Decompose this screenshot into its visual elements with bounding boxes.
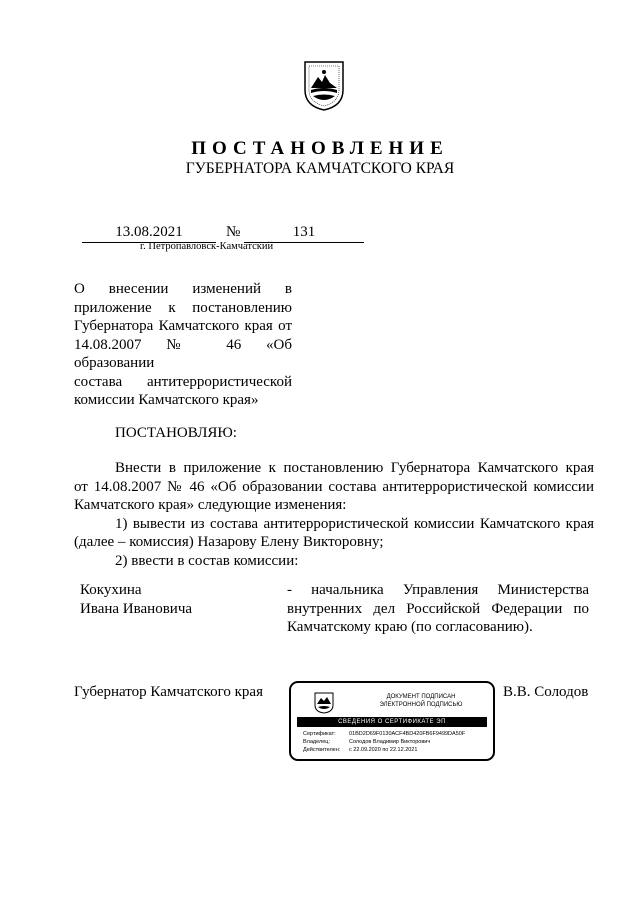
stamp-valid-label: Действителен: — [303, 747, 341, 753]
heading-line: Губернатора Камчатского края от — [74, 318, 292, 334]
stamp-cert-value: 01BD2D69F0130ACF4BD420FB6F9499DA50F — [349, 731, 466, 737]
position-line: - начальника Управления Министерства — [287, 582, 589, 598]
document-subtitle: ГУБЕРНАТОРА КАМЧАТСКОГО КРАЯ — [185, 160, 455, 177]
number-sign: № — [226, 224, 241, 240]
stamp-cert-label: Сертификат: — [303, 731, 336, 737]
position-line: Камчатскому краю (по согласованию). — [287, 619, 533, 635]
signatory-name: В.В. Солодов — [503, 684, 589, 700]
document-number: 131 — [244, 224, 364, 243]
kamchatka-emblem-icon — [303, 60, 345, 112]
document-title: ПОСТАНОВЛЕНИЕ — [191, 138, 449, 159]
stamp-heading-line: ЭЛЕКТРОННОЙ ПОДПИСЬЮ — [379, 702, 463, 708]
stamp-owner-row — [303, 739, 430, 745]
body-line: 2) ввести в состав комиссии: — [115, 552, 299, 569]
member-surname: Кокухина — [80, 582, 142, 598]
stamp-valid-row — [303, 747, 417, 753]
stamp-certificate-bar: СВЕДЕНИЯ О СЕРТИФИКАТЕ ЭП — [297, 717, 487, 727]
document-body — [74, 459, 594, 570]
body-line: Камчатского края» следующие изменения: — [74, 497, 347, 513]
body-line: (далее – комиссия) Назарову Елену Викторовну; — [74, 534, 384, 550]
body-line: от 14.08.2007 № 46 «Об образовании состава антитеррористической комиссии — [74, 478, 594, 495]
heading-line: приложение к постановлению — [74, 299, 292, 316]
document-city: г. Петропавловск-Камчатский — [140, 241, 274, 252]
position-line: внутренних дел Российской Федерации по — [287, 600, 589, 617]
paragraph-3 — [74, 552, 594, 571]
stamp-valid-value: с 22.09.2020 по 22.12.2021 — [349, 747, 418, 753]
stamp-emblem-icon — [314, 692, 334, 714]
heading-line: 14.08.2007 № 46 «Об образовании — [74, 336, 292, 371]
body-line: Внести в приложение к постановлению Губернатора Камчатского края — [115, 460, 594, 476]
body-line: 1) вывести из состава антитеррористической комиссии Камчатского края — [115, 515, 594, 532]
heading-line: О внесении изменений в — [74, 281, 292, 297]
paragraph-1 — [74, 459, 594, 515]
stamp-heading-line: ДОКУМЕНТ ПОДПИСАН — [386, 694, 456, 700]
stamp-owner-label: Владелец: — [303, 739, 330, 745]
member-position — [287, 581, 589, 637]
heading-line: состава антитеррористической — [74, 373, 292, 390]
stamp-cert-row — [303, 731, 465, 737]
stamp-owner-value: Солодов Владимир Викторович — [349, 739, 431, 745]
document-heading — [74, 280, 292, 410]
heading-line: комиссии Камчатского края» — [74, 392, 259, 408]
resolve-word: ПОСТАНОВЛЯЮ: — [115, 425, 237, 441]
paragraph-2 — [74, 515, 594, 552]
member-name — [80, 581, 192, 618]
document-date: 13.08.2021 — [82, 224, 216, 243]
signatory-position: Губернатор Камчатского края — [74, 684, 263, 700]
electronic-signature-stamp — [289, 681, 495, 761]
stamp-heading — [355, 693, 487, 709]
member-given-name: Ивана Ивановича — [80, 600, 193, 617]
